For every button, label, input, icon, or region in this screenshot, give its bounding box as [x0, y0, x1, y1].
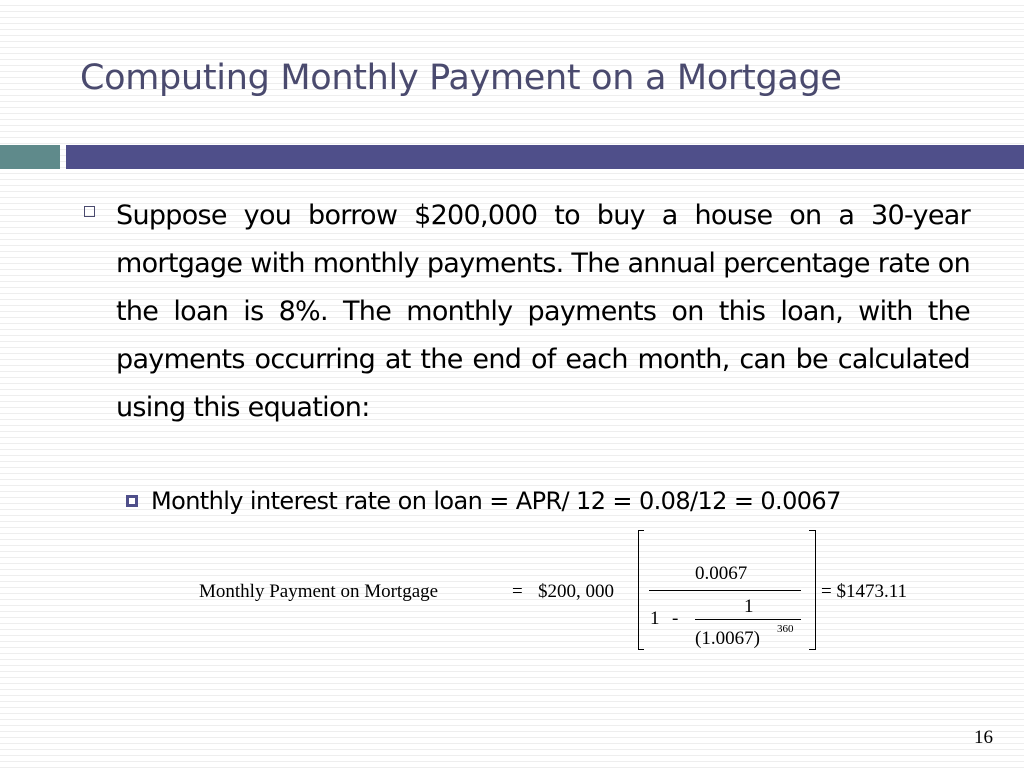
left-bracket: [638, 530, 639, 650]
right-bracket: [815, 530, 816, 650]
left-bracket-top: [638, 530, 644, 531]
equation-exponent: 360: [777, 623, 794, 635]
right-bracket-bottom: [809, 649, 815, 650]
equation-lhs: Monthly Payment on Mortgage: [199, 581, 439, 602]
inner-fraction-bar: [695, 619, 801, 620]
bullet-item: [80, 192, 970, 432]
slide-title: Computing Monthly Payment on a Mortgage: [80, 58, 842, 98]
left-bracket-bottom: [638, 649, 644, 650]
title-accent-bar: [66, 145, 1024, 169]
equation-equals: =: [512, 581, 523, 602]
equation-base: (1.0067): [695, 628, 760, 649]
sub-bullet-text: Monthly interest rate on loan = APR/ 12 = 0.08/12 = 0.0067: [151, 487, 841, 515]
equation-principal: $200, 000: [538, 581, 614, 602]
title-accent-bar-left: [0, 145, 60, 169]
equation-inner-numerator: 1: [744, 596, 754, 617]
equation-result: = $1473.11: [821, 581, 908, 602]
filled-square-bullet-icon: [126, 495, 138, 507]
equation-numerator: 0.0067: [695, 563, 748, 584]
square-bullet-icon: [84, 206, 95, 217]
equation-minus: -: [672, 608, 679, 629]
sub-bullet-item: [123, 483, 983, 519]
right-bracket-top: [809, 530, 815, 531]
equation-one: 1: [650, 608, 660, 629]
page-number: 16: [974, 727, 993, 748]
bullet-text: Suppose you borrow $200,000 to buy a house on a 30-year mortgage with monthly payments. The annual percentage rate on the loan is 8%. The monthly payments on this loan, with the payments occurring at the end of each month, can be calculated using this equation:: [116, 200, 970, 423]
main-fraction-bar: [649, 590, 801, 591]
